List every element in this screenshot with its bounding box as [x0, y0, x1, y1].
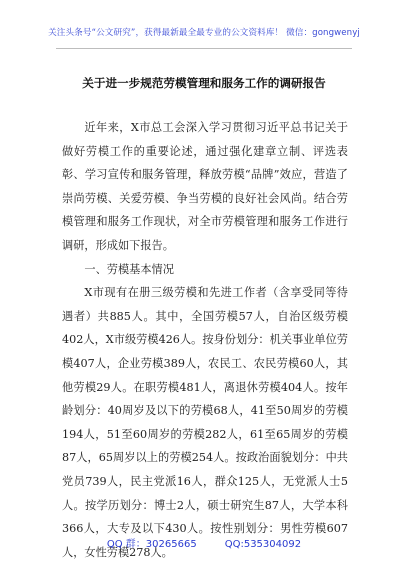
paragraph-intro: 近年来，X市总工会深入学习贯彻习近平总书记关于做好劳模工作的重要论述，通过强化建章立制、评选表彰、学习宣传和服务管理，释放劳模“品牌”效应，营造了崇尚劳模、关爱劳模、争当劳模的良好社会风尚。结合劳模管理和服务工作现状，对全市劳模管理和服务工作进行调研，形成如下报告。	[62, 121, 348, 252]
document-title: 关于进一步规范劳模管理和服务工作的调研报告	[82, 76, 326, 90]
document-body	[62, 116, 348, 564]
footer-qq-group: QQ 群：30265665	[106, 539, 197, 550]
footer-contact	[0, 535, 408, 550]
section-heading: 一、劳模基本情况	[84, 262, 174, 276]
header-banner: 关注头条号“公文研究”，获得最新最全最专业的公文资料库！ 微信：gongwenyj	[48, 28, 360, 38]
paragraph-statistics: X市现有在册三级劳模和先进工作者（含享受同等待遇者）共885人。其中，全国劳模57人，自治区级劳模402人，X市级劳模426人。按身份划分：机关事业单位劳模407人，企业劳模389人，农民工、农民劳模60人，其他劳模29人。在职劳模481人，离退休劳模404人。按年龄划分：40周岁及以下的劳模68人，41至50周岁的劳模194人，51至60周岁的劳模282人，61至65周岁的劳模87人，65周岁以上的劳模254人。按政治面貌划分：中共党员739人，民主党派16人，群众125人，无党派人士5人。按学历划分：博士2人，硕士研究生87人，大学本科366人，大专及以下430人。按性别划分：男性劳模607人，女性劳模278人。	[62, 286, 348, 559]
footer-qq-number: QQ:535304092	[224, 539, 302, 550]
header-divider	[56, 48, 352, 49]
